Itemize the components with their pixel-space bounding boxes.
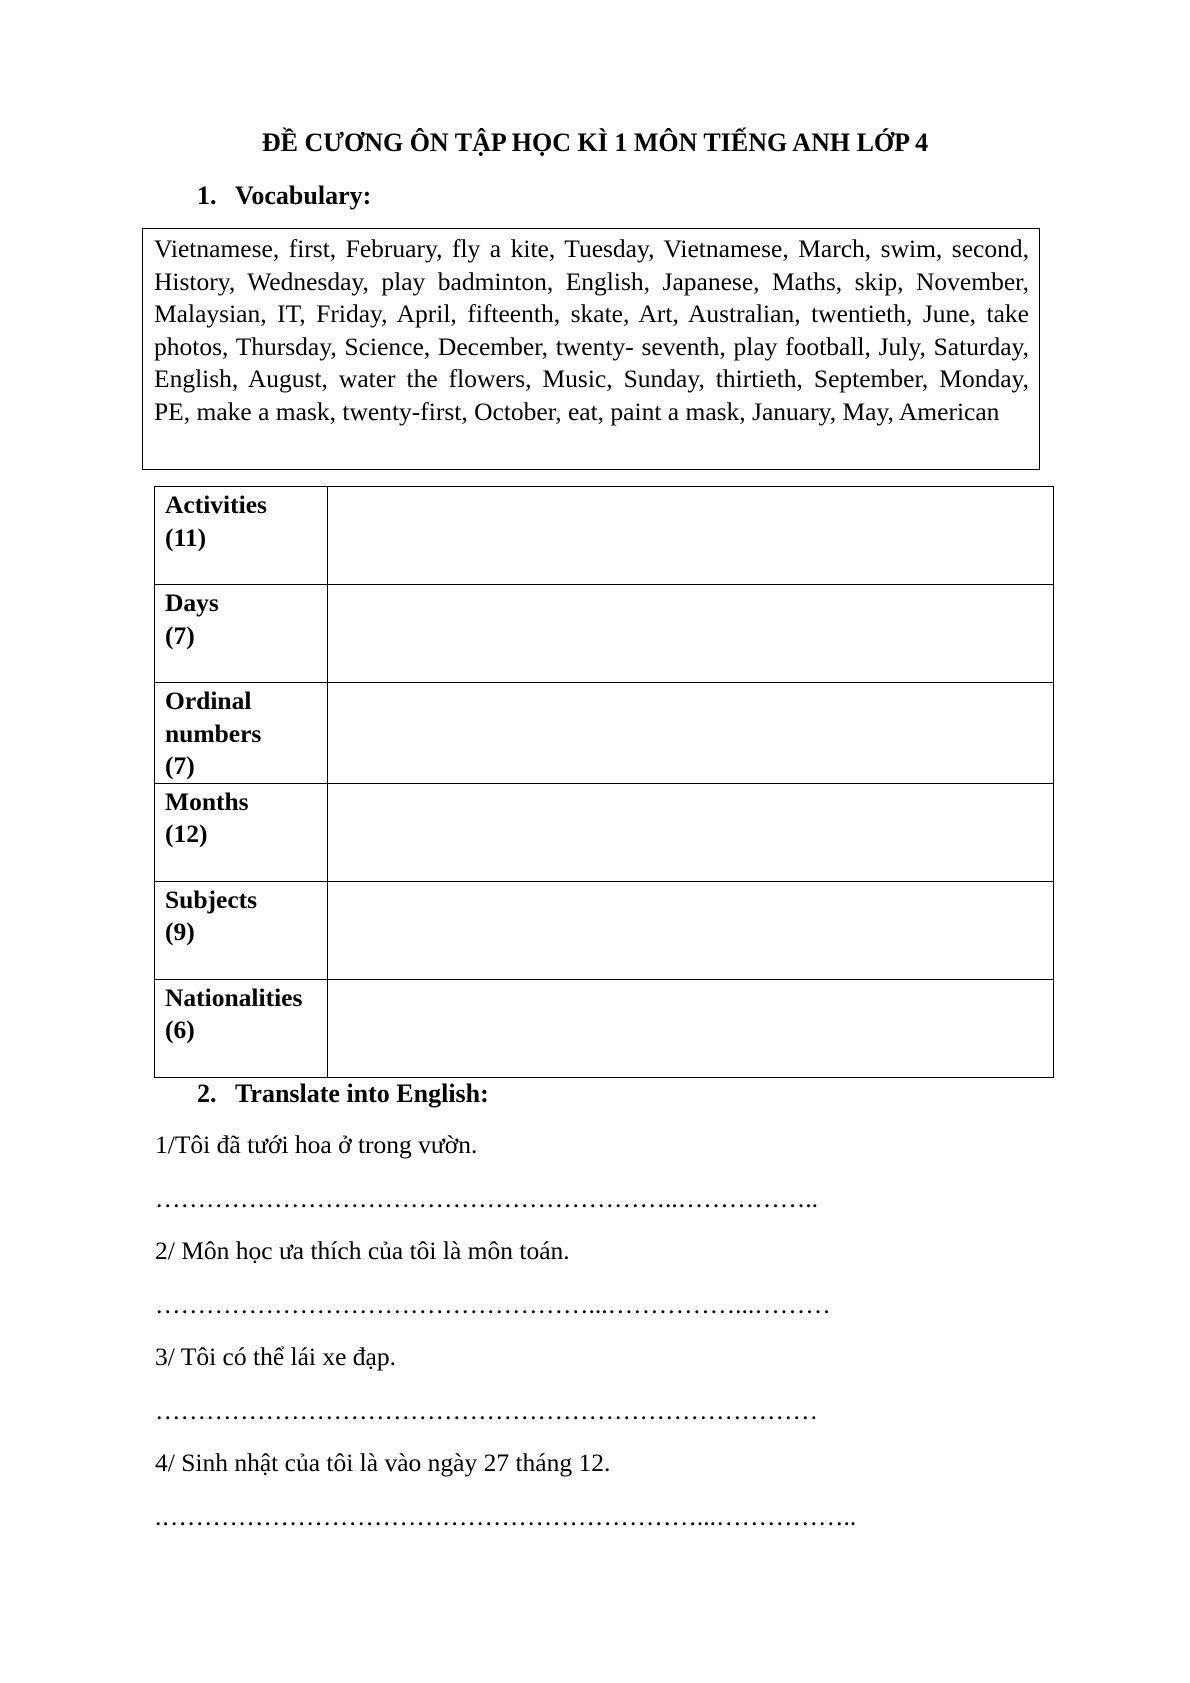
- category-row-ordinal-numbers: [155, 683, 1054, 784]
- translate-heading-text: Translate into English:: [235, 1079, 489, 1108]
- category-label: Nationalities: [165, 982, 303, 1012]
- category-cell: [155, 683, 328, 784]
- category-count: (7): [165, 751, 195, 780]
- category-cell: [155, 881, 328, 979]
- category-answer-cell[interactable]: [328, 585, 1054, 683]
- category-answer-cell[interactable]: [328, 783, 1054, 881]
- translate-heading: [197, 1079, 489, 1109]
- category-row-months: [155, 783, 1054, 881]
- translation-question: 4/ Sinh nhật của tôi là vào ngày 27 tháng 12.: [155, 1448, 611, 1477]
- category-cell: [155, 585, 328, 683]
- category-cell: [155, 783, 328, 881]
- category-count: (9): [165, 917, 195, 946]
- translation-answer-line[interactable]: ……………………………………………………..……………..: [155, 1184, 818, 1213]
- translation-question: 3/ Tôi có thể lái xe đạp.: [155, 1342, 397, 1371]
- category-label: Months: [165, 786, 249, 816]
- category-row-nationalities: [155, 979, 1054, 1077]
- category-answer-cell[interactable]: [328, 487, 1054, 585]
- translation-answer-line[interactable]: ……………………………………………………………………: [155, 1396, 818, 1425]
- vocabulary-heading-number: 1.: [197, 181, 217, 210]
- category-label: Activities: [165, 490, 267, 519]
- page-title: ĐỀ CƯƠNG ÔN TẬP HỌC KÌ 1 MÔN TIẾNG ANH LỚP 4: [261, 128, 929, 157]
- category-row-activities: [155, 487, 1054, 585]
- category-count: (7): [165, 620, 195, 650]
- category-label: Ordinal numbers: [165, 686, 262, 748]
- category-answer-cell[interactable]: [328, 881, 1054, 979]
- category-label: Subjects: [165, 884, 258, 914]
- vocabulary-heading: [197, 181, 371, 211]
- translation-question: 1/Tôi đã tưới hoa ở trong vườn.: [155, 1130, 478, 1159]
- category-count: (6): [165, 1015, 195, 1044]
- category-row-subjects: [155, 881, 1054, 979]
- category-answer-cell[interactable]: [328, 683, 1054, 784]
- category-cell: [155, 487, 328, 585]
- translation-answer-line[interactable]: .………………………………………………………...……………..: [155, 1502, 857, 1531]
- category-cell: [155, 979, 328, 1077]
- category-answer-cell[interactable]: [328, 979, 1054, 1077]
- vocabulary-heading-text: Vocabulary:: [235, 181, 372, 210]
- category-count: (11): [165, 522, 207, 552]
- vocabulary-category-table: [154, 486, 1054, 1078]
- translation-question: 2/ Môn học ưa thích của tôi là môn toán.: [155, 1236, 570, 1265]
- category-label: Days: [165, 588, 219, 617]
- category-count: (12): [165, 819, 208, 848]
- vocabulary-word-box: Vietnamese, first, February, fly a kite, Tuesday, Vietnamese, March, swim, second, History, Wednesday, play badminton, English, Japanese, Maths, skip, November, Malaysian, IT, Friday, April, fifteenth, skate, Art, Australian, twentieth, June, take photos, Thursday, Science, December, twenty- seventh, play football, July, Saturday, English, August, water the flowers, Music, Sunday, thirtieth, September, Monday, PE, make a mask, twenty-first, October, eat, paint a mask, January, May, American: [142, 228, 1040, 470]
- category-row-days: [155, 585, 1054, 683]
- translation-answer-line[interactable]: ……………………………………………...……………...………: [155, 1290, 831, 1319]
- translate-heading-number: 2.: [197, 1079, 217, 1108]
